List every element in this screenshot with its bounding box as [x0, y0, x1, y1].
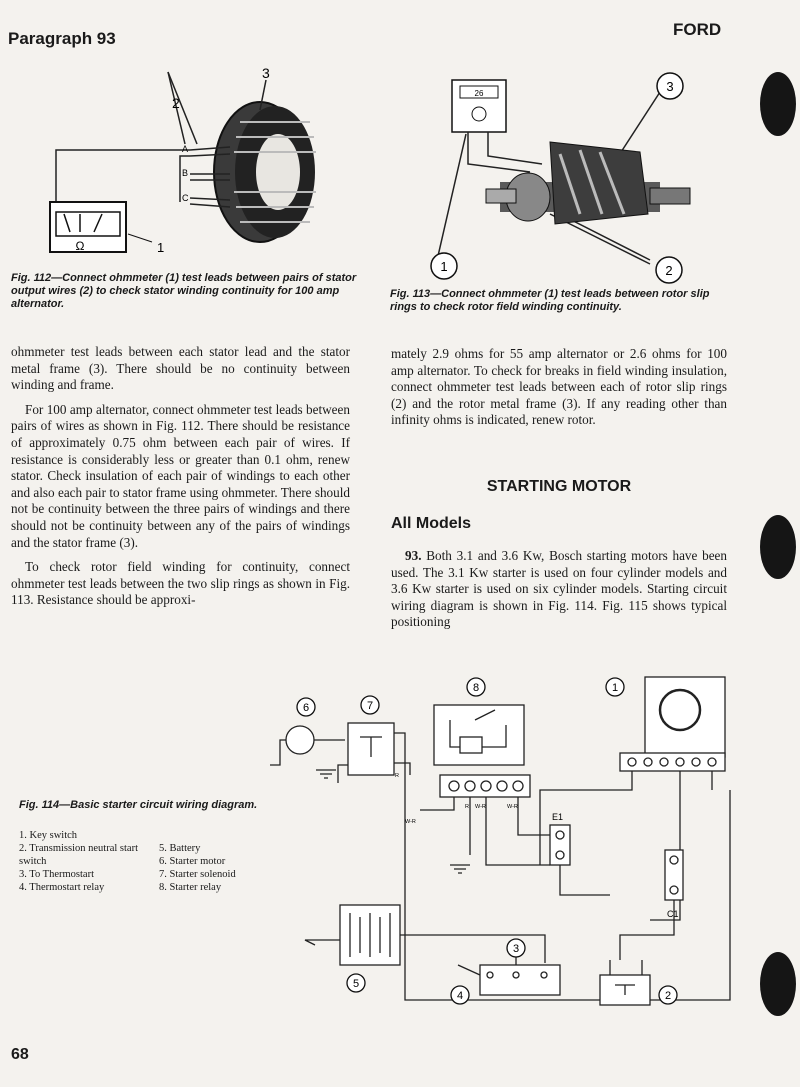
- fig114-caption: Fig. 114—Basic starter circuit wiring diagram.: [19, 799, 258, 811]
- binder-hole-middle: [760, 515, 796, 579]
- meter-ohm-symbol: Ω: [75, 239, 85, 253]
- subsection-title: All Models: [391, 515, 472, 532]
- fig114-callout-6: 6: [302, 702, 310, 714]
- right-column: [391, 346, 727, 437]
- wire-label: R: [395, 773, 399, 779]
- fig114-callout-7: 7: [366, 700, 374, 712]
- fig112-illustration: [40, 62, 360, 272]
- fig113-callout-2: 2: [665, 263, 673, 278]
- fig114-legend: [19, 830, 269, 900]
- brand-header: FORD: [673, 20, 722, 39]
- left-column: [11, 344, 350, 617]
- legend-item: 5. Battery: [159, 843, 201, 854]
- fig114-callout-3: 3: [512, 943, 520, 955]
- fig114-callout-5: 5: [352, 978, 360, 990]
- left-paragraph-3: To check rotor field winding for continuity, connect ohmmeter test leads between the two slip rings as shown in Fig. 113. Resistance should be approxi-: [11, 559, 350, 608]
- page-number: 68: [11, 1046, 29, 1063]
- fig114-callout-2: 2: [664, 990, 672, 1002]
- legend-item: 6. Starter motor: [159, 856, 226, 867]
- fig114-callout-1: 1: [611, 682, 619, 694]
- fig113-callout-1: 1: [440, 259, 448, 274]
- fig112-callout-2: 2: [172, 95, 180, 111]
- fig114-callout-4: 4: [456, 990, 464, 1002]
- fig113-illustration: [380, 64, 710, 286]
- wire-label: W-R: [475, 804, 486, 810]
- fig113-callout-3: 3: [666, 79, 674, 94]
- fig112-caption: Fig. 112—Connect ohmmeter (1) test leads between pairs of stator output wires (2) to check stator winding continuity for 100 amp alternator.: [11, 272, 357, 310]
- fig114-callout-8: 8: [472, 682, 480, 694]
- wire-label-c: C: [182, 193, 189, 203]
- fig114-wiring-diagram: [270, 665, 740, 1030]
- left-paragraph-1: ohmmeter test leads between each stator lead and the stator metal frame (3). There should be no continuity between winding and frame.: [11, 344, 350, 393]
- legend-item: 7. Starter solenoid: [159, 869, 236, 880]
- wire-label-a: A: [182, 144, 189, 154]
- legend-item: 2. Transmission neutral start switch: [19, 843, 139, 867]
- stator-drawing: [214, 102, 316, 242]
- legend-item: 8. Starter relay: [159, 882, 222, 893]
- legend-item: 1. Key switch: [19, 830, 78, 841]
- connector-label-e1: E1: [552, 812, 564, 822]
- section-title: STARTING MOTOR: [486, 478, 632, 495]
- paragraph-93: [391, 548, 727, 639]
- fig113-caption: Fig. 113—Connect ohmmeter (1) test leads between rotor slip rings to check rotor field winding continuity.: [390, 288, 710, 313]
- binder-hole-bottom: [760, 952, 796, 1016]
- paragraph-number: 93.: [405, 548, 422, 563]
- binder-hole-top: [760, 72, 796, 136]
- right-paragraph-1: mately 2.9 ohms for 55 amp alternator or 2.6 ohms for 100 amp alternator. To check for breaks in field winding insulation, connect ohmmeter test leads between each of rotor slip rings (2) and the rotor metal frame (3). If any reading other than infinity ohms is indicated, renew rotor.: [391, 346, 727, 428]
- connector-label-c1: C1: [667, 909, 679, 919]
- rotor-drawing: [486, 142, 690, 224]
- meter-reading: 26: [474, 89, 484, 98]
- legend-item: 3. To Thermostart: [19, 869, 94, 880]
- fig112-callout-3: 3: [262, 65, 270, 81]
- legend-item: 4. Thermostart relay: [19, 882, 105, 893]
- wire-label: R: [465, 804, 469, 810]
- wire-label: W-R: [405, 819, 416, 825]
- wire-label: W-R: [507, 804, 518, 810]
- wire-label-b: B: [182, 168, 189, 178]
- right-paragraph-2: Both 3.1 and 3.6 Kw, Bosch starting motors have been used. The 3.1 Kw starter is used on four cylinder models and 3.6 Kw starter is used on six cylinder models. Starting circuit wiring diagram is shown in Fig. 114. Fig. 115 shows typical positioning: [391, 548, 728, 630]
- paragraph-header: Paragraph 93: [8, 29, 116, 48]
- fig112-callout-1: 1: [157, 240, 165, 255]
- left-paragraph-2: For 100 amp alternator, connect ohmmeter test leads between pairs of wires as shown in Fig. 112. There should be resistance of approximately 0.75 ohm between each pair of wires. If resistance is considerably less or greater than 0.1 ohm, renew stator. Check insulation of each pair of windings to each other and also each pair to stator frame using ohmmeter. There should not be continuity between the three pairs of windings and there should not be continuity between any of the pairs of windings and the stator frame (3).: [11, 401, 350, 550]
